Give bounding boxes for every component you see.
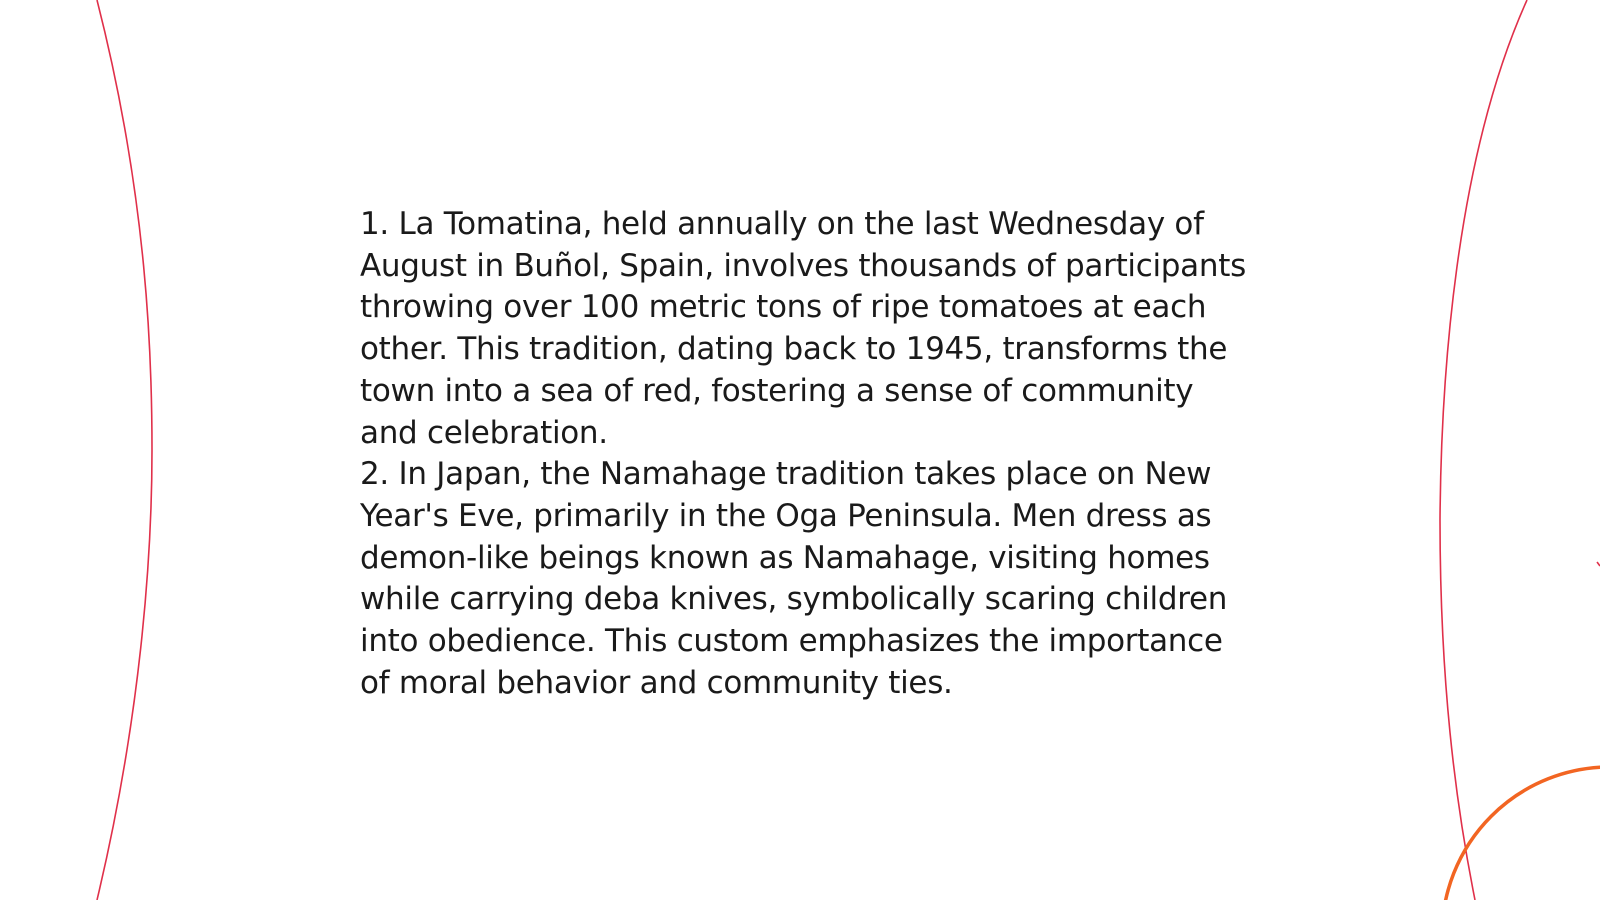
orange-arc: [1442, 767, 1600, 900]
right-curve: [1440, 0, 1527, 900]
left-curve: [97, 0, 152, 900]
paragraph-la-tomatina: 1. La Tomatina, held annually on the last Wednesday of August in Buñol, Spain, involves thousands of participants throwing over 100 metric tons of ripe tomatoes at each other. This tradition, dating back to 1945, transforms the town into a sea of red, fostering a sense of community and celebration.: [360, 206, 1246, 451]
body-text: [360, 204, 1260, 704]
paragraph-namahage: 2. In Japan, the Namahage tradition takes place on New Year's Eve, primarily in the Oga Peninsula. Men dress as demon-like beings known as Namahage, visiting homes while carrying deba knives, symbolically scaring children into obedience. This custom emphasizes the importance of moral behavior and community ties.: [360, 456, 1228, 701]
